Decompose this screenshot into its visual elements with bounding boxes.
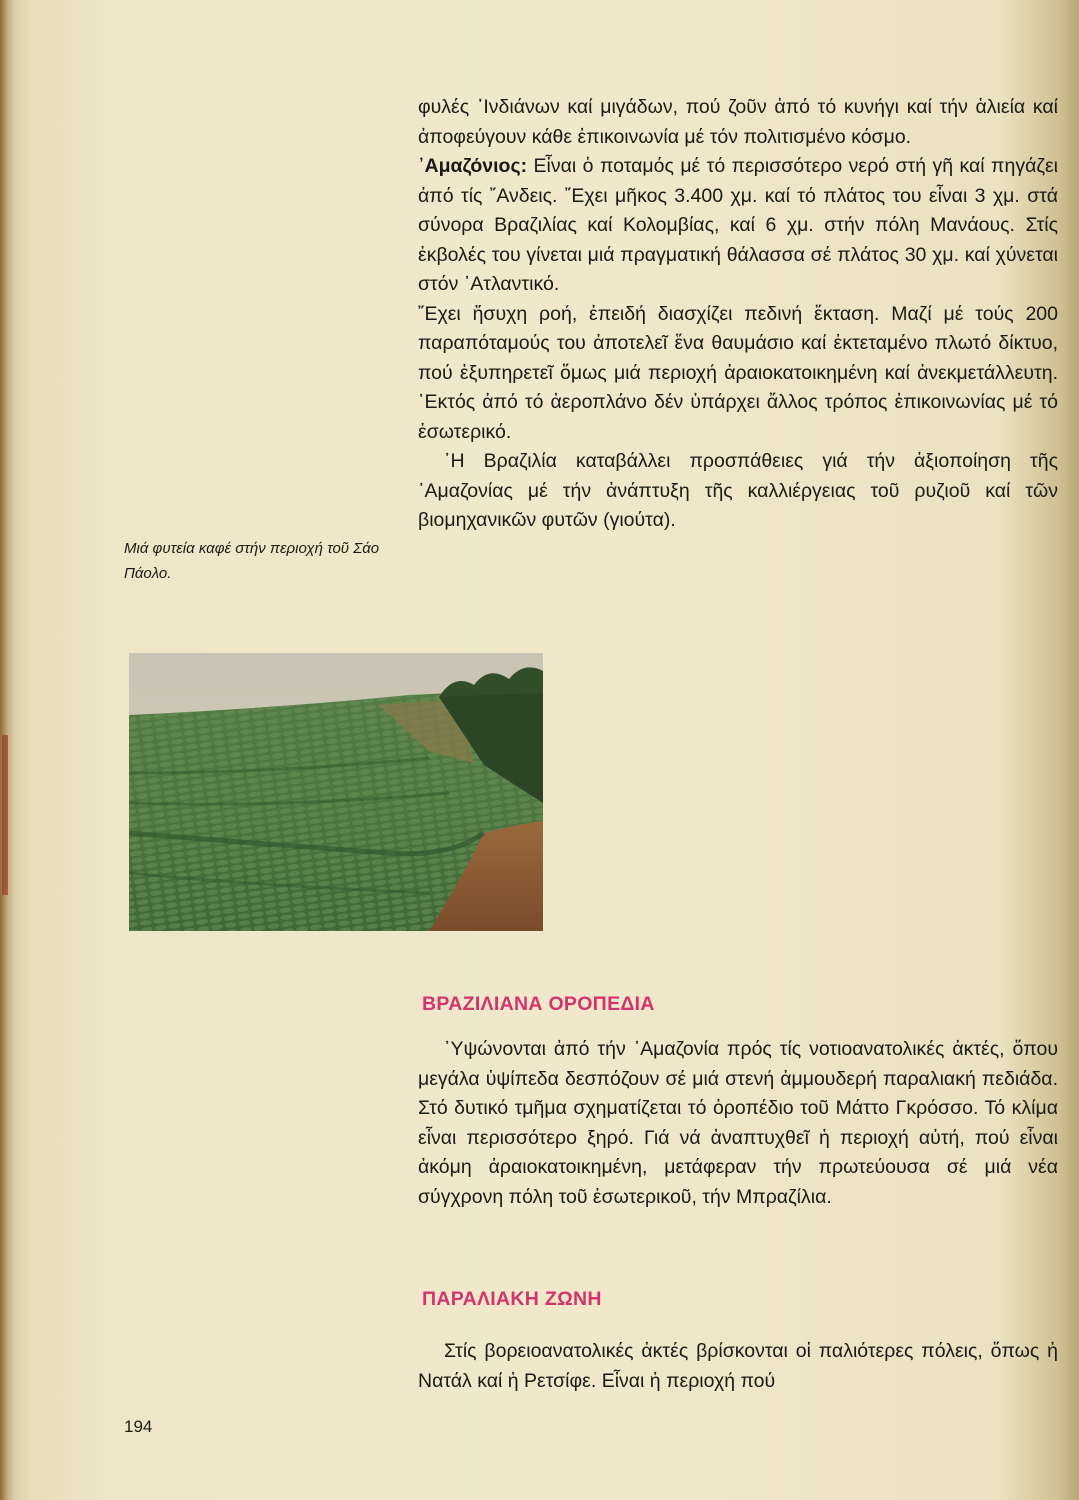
amazon-description: Εἶναι ὁ ποταμός μέ τό περισσότερο νερό στή γῆ καί πηγάζει ἀπό τίς ῎Ανδεις. ῎Εχει μῆκος 3.400 χμ. καί τό πλάτος του εἶναι 3 χμ. στά σύνορα Βραζιλίας καί Κολομβίας, καί 6 χμ. στήν πόλη Μανάους. Στίς ἐκβολές του γίνεται μιά πραγματική θάλασσα σέ πλάτος 30 χμ. καί χύνεται στόν ᾿Ατλαντικό. xyxy=(418,155,1058,295)
coastal-text-block xyxy=(418,1337,1058,1396)
coffee-plantation-photo xyxy=(129,653,543,931)
photo-caption: Μιά φυτεία καφέ στήν περιοχή τοῦ Σάο Πάολο. xyxy=(124,540,380,582)
page-number: 194 xyxy=(124,1417,153,1436)
paragraph-coastal: Στίς βορειοανατολικές ἀκτές βρίσκονται οἱ παλιότερες πόλεις, ὅπως ἡ Νατάλ καί ἡ Ρετσίφε. Εἶναι ἡ περιοχή πού xyxy=(418,1340,1058,1392)
paragraph-tribes: φυλές ᾿Ινδιάνων καί μιγάδων, πού ζοῦν ἀπό τό κυνήγι καί τήν ἁλιεία καί ἀποφεύγουν κάθε ἐπικοινωνία μέ τόν πολιτισμένο κόσμο. xyxy=(418,96,1058,148)
paragraph-brazil-efforts: ῾Η Βραζιλία καταβάλλει προσπάθειες γιά τήν ἀξιοποίηση τῆς ᾿Αμαζονίας μέ τήν ἀνάπτυξη τῆς καλλιέργειας τοῦ ρυζιοῦ καί τῶν βιομηχανικῶν φυτῶν (γιούτα). xyxy=(418,450,1058,531)
paragraph-river-flow: ῎Εχει ἥσυχη ροή, ἐπειδή διασχίζει πεδινή ἔκταση. Μαζί μέ τούς 200 παραπόταμούς του ἀποτελεῖ ἕνα θαυμάσιο καί ἐκτεταμένο πλωτό δίκτυο, πού ἐξυπηρετεῖ ὅμως μιά περιοχή ἀραιοκατοικημένη καί ἀνεκμετάλλευτη. ῾Εκτός ἀπό τό ἀεροπλάνο δέν ὑπάρχει ἄλλος τρόπος ἐπικοινωνίας μέ τό ἐσωτερικό. xyxy=(418,302,1058,443)
paragraph-plateaus: ῾Υψώνονται ἀπό τήν ᾿Αμαζονία πρός τίς νοτιοανατολικές ἀκτές, ὅπου μεγάλα ὑψίπεδα δεσπόζουν σέ μιά στενή ἀμμουδερή παραλιακή πεδιάδα. Στό δυτικό τμῆμα σχηματίζεται τό ὀροπέδιο τοῦ Μάττο Γκρόσσο. Τό κλίμα εἶναι περισσότερο ξηρό. Γιά νά ἀναπτυχθεῖ ἡ περιοχή αὐτή, πού εἶναι ἀκόμη ἀραιοκατοικημένη, μετάφεραν τήν πρωτεύουσα σέ μιά νέα σύγχρονη πόλη τοῦ ἐσωτερικοῦ, τήν Μπραζίλια. xyxy=(418,1038,1058,1208)
spine-mark xyxy=(2,735,8,895)
paragraph-amazon xyxy=(418,152,1058,300)
heading-brazilian-plateaus: ΒΡΑΖΙΛΙΑΝΑ ΟΡΟΠΕΔΙΑ xyxy=(422,993,655,1015)
amazon-text-block xyxy=(418,93,1058,536)
heading-coastal-zone: ΠΑΡΑΛΙΑΚΗ ΖΩΝΗ xyxy=(422,1288,602,1310)
amazon-term: ᾿Αμαζόνιος: xyxy=(418,155,528,177)
plateaus-text-block xyxy=(418,1035,1058,1212)
